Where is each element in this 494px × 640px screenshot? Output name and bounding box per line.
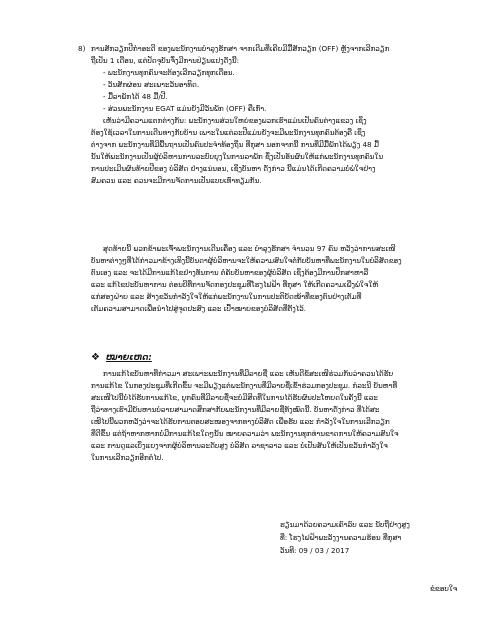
text-line: ການແກ້ໄຂບັນຫາທີ່ກ່າວມາ ສະເພາະພະນັກງານທີ່ມີລາຍຊື່ ແລະ ເຫັນດີຂໍ້ສະເໜີຮ່ວມກັນວ່າຄວນໄດ້ຮັບ [103,369,394,378]
text-line: ແລະ ແກ້ໄຂປະບັນຫາການ ຕ່ອນບີທີ່ການຈັດກອງປະຊຸມທີ່ໂຮງໄຟຟ້າ ທີ່ກຸສາ ໃຫ້ເກີດຄວາມເພີ່ງພໍໃຈໃຫ້ [91,280,379,289]
text-line: ສຸດທ້າຍນີ້ ພວກຂ້າພະເຈົ້າພະນັກງານເດີນເຄື່ອງ ແລະ ບຳລຸງຮັກສາ ຈຳນວນ 97 ຄົນ ຫວັງວ່າການສະເໜີ [103,244,396,253]
section-paragraph-1 [91,43,431,187]
text-line: ສະເໜີໄປນີ້ບໍ່ໄດ້ຮັບການແກ້ໄຂ, ບຸກຄົນທີ່ມີລາຍຊື່ຈະບໍ່ມີສິດທີ່ໃນການໄດ້ຮັບຜົນປະໂຫຍດໃນຄັ້ງນີ້ ແລະ [91,393,378,402]
text-line: ບັນຫາຕ່າງໆທີ່ໄດ້ກ່າວມາຂ້າງເທິງນີ້ບັນດາຜູ້ບໍລິຫານຈະໃຫ້ຄວາມສົນໃຈຕໍ່ກັບບັນຫາທີ່ພະນັກງານໃນບໍລິສັດຂອງ [91,256,402,265]
text-line: ຕ່າງຈາກ ພະນັກງານທີ່ມີພື້ນຖານເປັນຄົນປະຈຳທ້ອງຖິ່ນ ທີ່ກຸສາ ນອກຈາກນີ້ ການທີ່ມີມື້ພັກໄດ້ພຽງ 48 ມື້ [91,140,379,149]
note-heading-text: ໝາຍເຫດ: [105,353,152,363]
text-line: ເໜີໄປນີ້ພວກຫວັງວ່າຈະໄດ້ຮັບການຕອບສະໜອງຈາກທາງບໍລິສັດ ເພື່ອຮັບ ແລະ ກຳລັງໃຈໃນການເລີກວຽກ [91,417,390,426]
text-line: ແກ່ສອງຝ່າຍ ແລະ ສ້າງຂວັນກຳລັງໃຈໃຫ້ແກ່ພະນັກງານໃນການປະຕິບັດໜ້າທີ່ຂອງຕົນຢ່າງເຕັມທີ່ [91,292,362,301]
signature-location: ທີ່: ໂຮງໄຟຟ້າພະລັງງານຄວາມຮ້ອນ ທີ່ກຸສາ [280,533,402,542]
text-line: ເຫັນວ່າມີຄວາມແຕກຕ່າງກັນ: ພະນັກງານສ່ວນໃຫຍ່ຂອງພວກເຮົາແມ່ນເປັນຄົນຕ່າງແຂວງ ເຊິ່ງ [103,116,367,125]
text-line: ສົມຄວນ ແລະ ຄວນຈະມີການຈັດການເປັນແບບເທົ່າທຽມກັນ. [91,176,262,185]
bullet-item: - ມື້ລາພັກໄດ້ 48 ມື້/ປີ. [103,92,168,101]
note-paragraph [91,368,431,464]
text-line: ນັ້ນໃຫ້ພະນັກງານເປັນຜູ້ບໍລິຫານການລະບົບຍຸງໃນການລາພັກ ຊຶ່ງເປັນອັນຜົນໃຫ້ແກ່ພະນັກງານທຸກຄົນໃນ [91,152,384,161]
text-line: ໃນການເລີກວຽກອີກຕໍ່ໄປ. [91,453,164,462]
text-line: ຕົນເອງ ແລະ ຈະໄດ້ມີການແກ້ໄຂຢ່າງທັນການ ຕໍ່ຄັບບັນຫາຂອງຜູ້ບໍລິສັດ ເຊິ່ງຕ້ອງມີການປຶກສາຫາລື [91,268,369,277]
bullet-item: - ພະນັກງານທຸກຄົນຈະຕ້ອງເລີກວຽກທຸກເດືອນ. [103,68,235,77]
text-line: ການແກ້ໄຂ ໃນກອງປະຊຸມທີ່ເກີດຂຶ້ນ ຈະມີພຽງແຕ່ພະນັກງານທີ່ມີລາຍຊື່ເຂົ້າຮ່ວມກອງປະຊຸມ. ກໍລະນີ ບັນຫາທີ່ [91,381,398,390]
text-line: ຖືວ່າທາງເຮົາມີບັນຫານບໍລາຍສາມາດສຶກສາກັບພະນັກງານທີ່ມີລາຍຊື່ທັງໝົດນີ້. ບັນຫາດັ່ງກ່າວ ທີ່ໄດ້ສະ [91,405,380,414]
text-line: ເຕັມຄວາມສາມາດເພື່ອນຳໄປສູ່ຈຸດປະສົງ ແລະ ເປົ້າໝາຍຂອງບໍລິສັດທີ່ຕັ້ງໄວ້. [91,304,307,313]
text-line: ແລະ ການດູແລເບິ່ງແຍງຈາກຜູ້ບໍລິຫານລະດັບສູງ ບໍລິສັດ ລາຊາລາວ ແລະ ບໍ່ເປັນສັນໃຫ້ເປັນຂວັນກຳລັງໃຈ [91,441,388,450]
bullet-item: - ວັນສັກຜ່ອນ ສະເພາະວັນອາທິດ. [103,80,200,89]
text-line: ການສັກວຽກປີກຳອະດີ ຂອງພະນັກງານບຳລຸງຮັກສາ ຈາກເດີມທີ່ເຄີຍມີມື້ສັກວຽກ (OFF) ຫຼັງຈາກເລີກວຽກ [91,44,390,53]
signature-block [280,519,410,558]
text-line: ການປະເມີນຜົນທ້າຍປີຂອງ ບໍລິສັດ ຢ່າງແນ່ນອນ, ເຊິ່ງບັນຫາ ດັ່ງກ່າວ ນີ້ແມ່ນໄດ້ເກີດຄວາມບໍ່ພໍໃຈຢ່າງ [91,164,376,173]
text-line: ຖືເປັນ 1 ເດືອນ, ແຕ່ປັດຈຸບັນຈຶ່ງມີການປ່ຽນແປງດັ່ງນີ້: [91,56,240,65]
diamond-bullet-icon: ❖ [91,352,100,363]
section-number: 8) [78,44,86,53]
signature-date: ວັນທີ: 09 / 03 / 2017 [280,546,350,555]
section-paragraph-2 [91,243,431,315]
text-line: ທີ່ດີຂຶ້ນ ແຕ່ຖ້າຫາກຫາກບໍ່ມີການແກ້ໄຂໃດໆນັ້ນ ໝາຍຄວາມວ່າ ພະນັກງານທຸກທ່ານຂາດການໃຫ້ຄວາມສົນໃຈ [91,429,399,438]
closing-thanks: ຂໍຂອບໃຈ [430,584,458,593]
note-heading [91,352,152,364]
signature-greeting: ຮຽນມາດ້ວຍຄວາມເຄົາລົບ ແລະ ນັບຖືຢ່າງສູງ [280,520,410,529]
bullet-item: - ສ່ວນພະນັກງານ EGAT ແມ່ນຍັງມີວັນພັກ (OFF) ຄືເກົ່າ. [103,104,267,113]
text-line: ຕ້ອງໃຊ້ເວລາໃນການເດີນທາງກັບບ້ານ ເພາະໃນແຕ່ລະປີແມ່ນຍັງຈະມີພະນັກງານທຸກຄົນຕ້ອງຄື ເຊິ່ງ [91,128,366,137]
